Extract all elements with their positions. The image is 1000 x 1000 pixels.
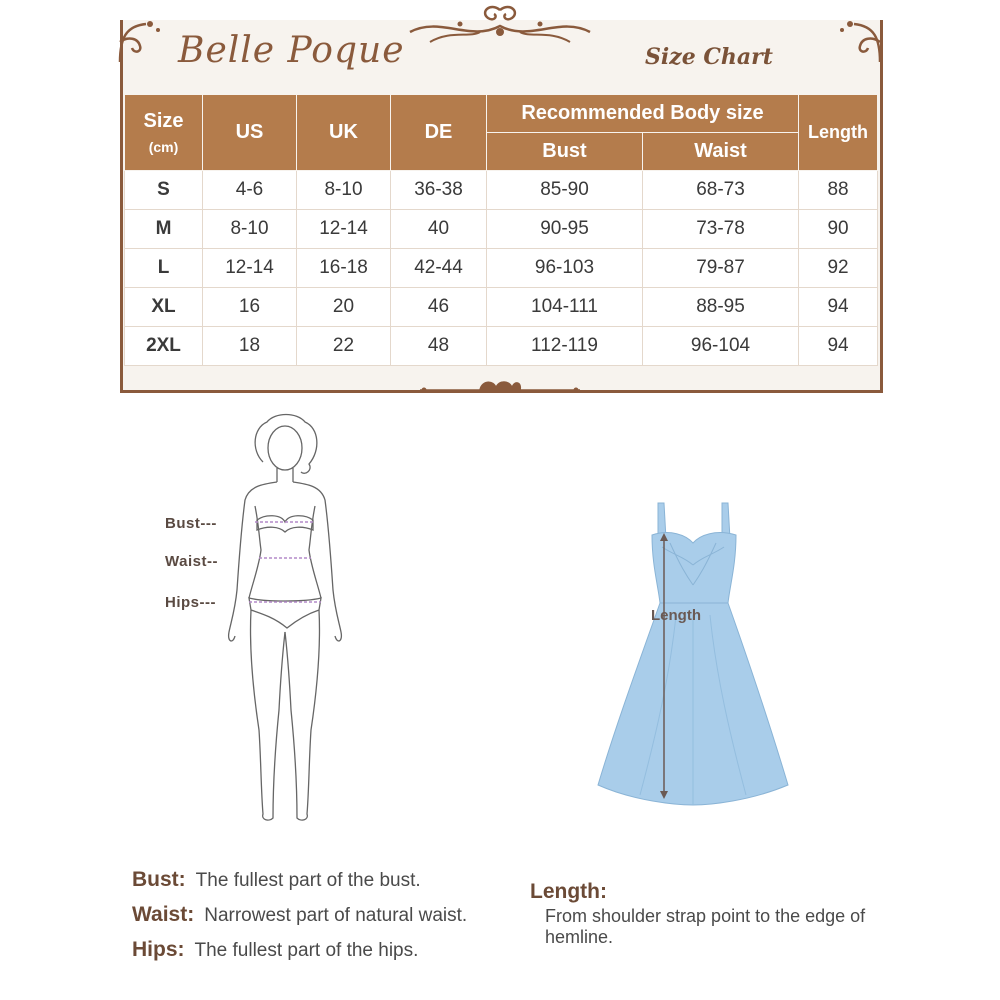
header-size bbox=[125, 95, 203, 171]
header-size-unit: (cm) bbox=[148, 139, 179, 155]
cell-uk: 16-18 bbox=[297, 249, 391, 288]
definition-bust bbox=[132, 868, 421, 892]
cell-size: S bbox=[125, 171, 203, 210]
header-waist: Waist bbox=[643, 133, 799, 171]
header-bust: Bust bbox=[487, 133, 643, 171]
cell-size: M bbox=[125, 210, 203, 249]
cell-de: 40 bbox=[391, 210, 487, 249]
figure-label-hips: Hips--- bbox=[165, 594, 216, 611]
cell-size: L bbox=[125, 249, 203, 288]
cell-de: 42-44 bbox=[391, 249, 487, 288]
definition-length-term: Length: bbox=[530, 880, 607, 903]
cell-us: 8-10 bbox=[203, 210, 297, 249]
cell-bust: 112-119 bbox=[487, 327, 643, 366]
header-uk: UK bbox=[297, 95, 391, 171]
table-row bbox=[125, 249, 878, 288]
cell-waist: 68-73 bbox=[643, 171, 799, 210]
header-size-label: Size bbox=[143, 110, 184, 132]
figure-label-bust: Bust--- bbox=[165, 515, 217, 532]
cell-length: 88 bbox=[799, 171, 878, 210]
definition-hips bbox=[132, 938, 418, 962]
dress-image bbox=[590, 495, 795, 810]
cell-bust: 104-111 bbox=[487, 288, 643, 327]
table-row bbox=[125, 288, 878, 327]
cell-waist: 79-87 bbox=[643, 249, 799, 288]
definition-hips-text: The fullest part of the hips. bbox=[194, 940, 419, 961]
cell-bust: 96-103 bbox=[487, 249, 643, 288]
corner-ornament-right bbox=[834, 18, 884, 64]
cell-size: XL bbox=[125, 288, 203, 327]
cell-length: 90 bbox=[799, 210, 878, 249]
definition-waist-text: Narrowest part of natural waist. bbox=[204, 905, 468, 926]
cell-bust: 85-90 bbox=[487, 171, 643, 210]
body-measurement-figure bbox=[215, 410, 355, 830]
cell-waist: 88-95 bbox=[643, 288, 799, 327]
cell-waist: 96-104 bbox=[643, 327, 799, 366]
definition-bust-term: Bust: bbox=[132, 868, 186, 891]
dress-length-label: Length bbox=[651, 607, 701, 624]
table-row bbox=[125, 210, 878, 249]
cell-us: 4-6 bbox=[203, 171, 297, 210]
cell-waist: 73-78 bbox=[643, 210, 799, 249]
definition-waist bbox=[132, 903, 467, 927]
cell-de: 46 bbox=[391, 288, 487, 327]
cell-uk: 20 bbox=[297, 288, 391, 327]
cell-uk: 12-14 bbox=[297, 210, 391, 249]
definition-hips-term: Hips: bbox=[132, 938, 185, 961]
header-us: US bbox=[203, 95, 297, 171]
definition-length-text: From shoulder strap point to the edge of hemline. bbox=[545, 906, 866, 947]
cell-bust: 90-95 bbox=[487, 210, 643, 249]
header-recommended-body-size: Recommended Body size bbox=[487, 95, 799, 133]
cell-us: 16 bbox=[203, 288, 297, 327]
cell-de: 36-38 bbox=[391, 171, 487, 210]
cell-length: 94 bbox=[799, 327, 878, 366]
definition-waist-term: Waist: bbox=[132, 903, 195, 926]
cell-uk: 8-10 bbox=[297, 171, 391, 210]
brand-logo-text: Belle Poque bbox=[178, 30, 405, 71]
table-row bbox=[125, 327, 878, 366]
header-de: DE bbox=[391, 95, 487, 171]
cell-us: 12-14 bbox=[203, 249, 297, 288]
cell-length: 92 bbox=[799, 249, 878, 288]
size-chart-title: Size Chart bbox=[645, 44, 773, 70]
definition-bust-text: The fullest part of the bust. bbox=[195, 870, 421, 891]
cell-us: 18 bbox=[203, 327, 297, 366]
size-chart-table bbox=[124, 94, 878, 366]
cell-de: 48 bbox=[391, 327, 487, 366]
cell-length: 94 bbox=[799, 288, 878, 327]
table-row bbox=[125, 171, 878, 210]
top-flourish-ornament bbox=[400, 2, 600, 48]
corner-ornament-left bbox=[116, 18, 166, 64]
cell-size: 2XL bbox=[125, 327, 203, 366]
cell-uk: 22 bbox=[297, 327, 391, 366]
bottom-flourish-ornament bbox=[410, 378, 590, 400]
header-length: Length bbox=[799, 95, 878, 171]
figure-label-waist: Waist-- bbox=[165, 553, 218, 570]
